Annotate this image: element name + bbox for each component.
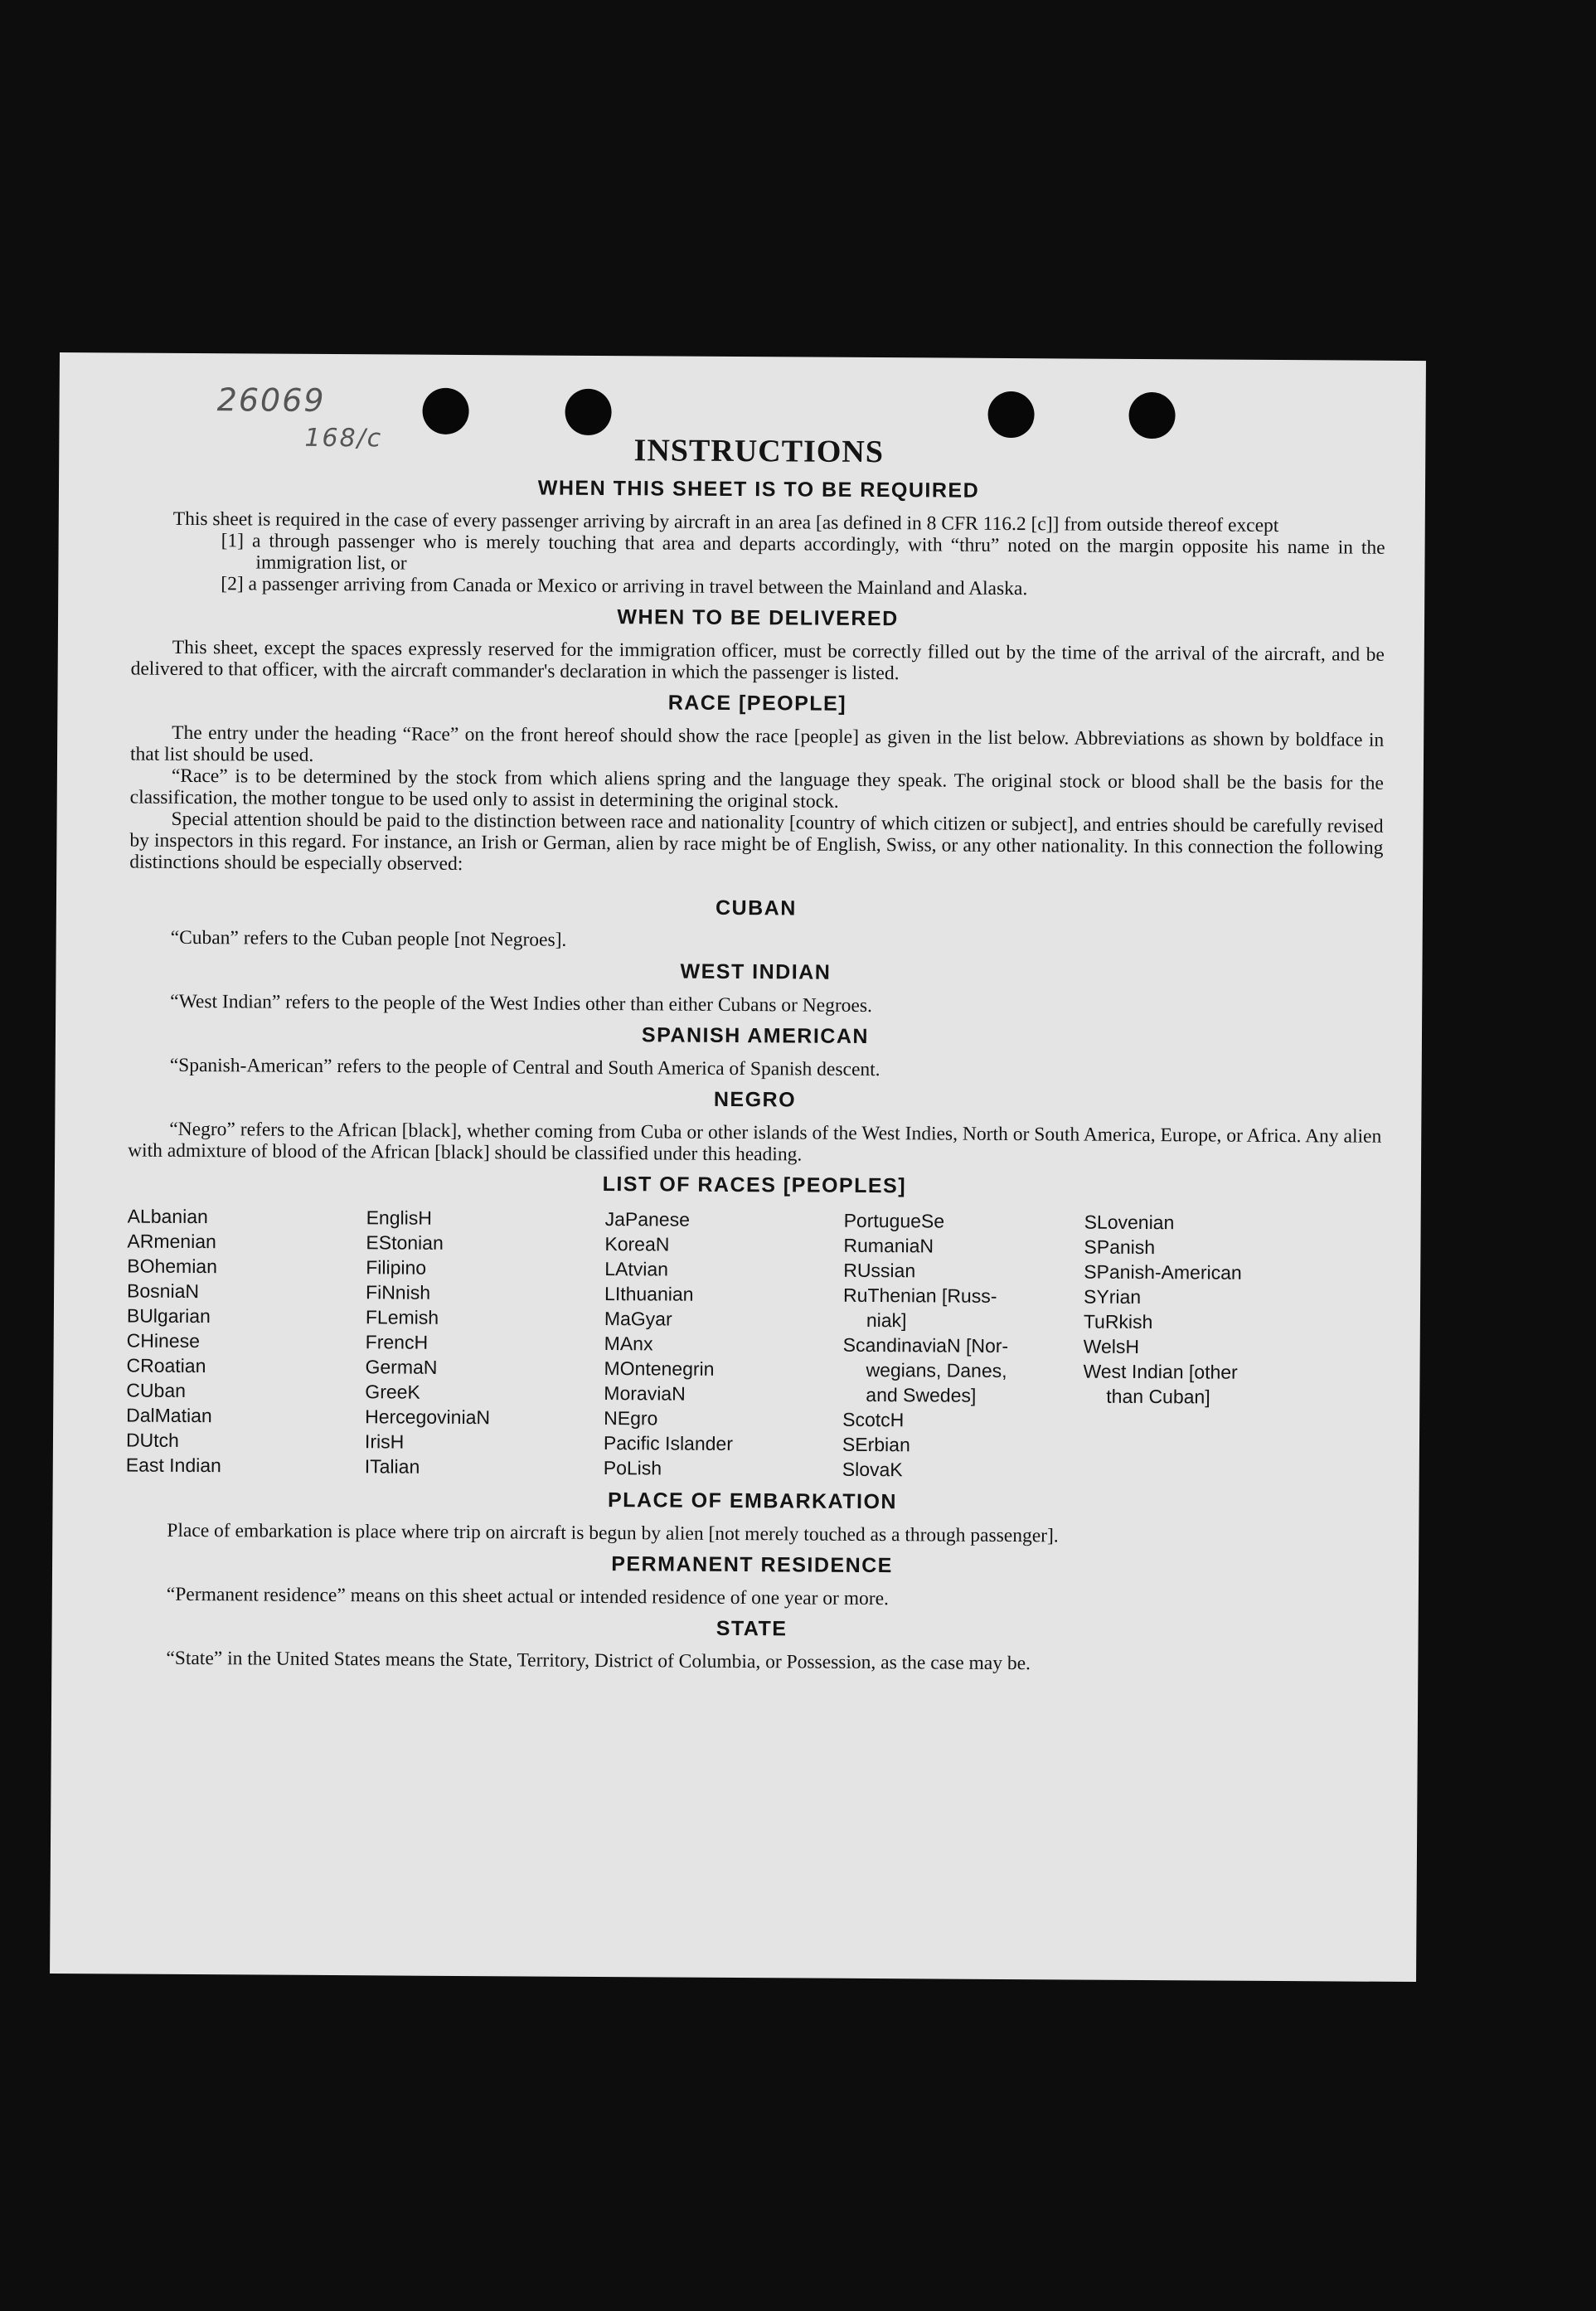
race-paragraph-1: The entry under the heading “Race” on the front hereof should show the race [people] as given in the list below. Abbreviations as shown by boldface in that list should be used. <box>129 721 1385 766</box>
punch-hole <box>1128 392 1175 439</box>
race-item: EnglisH <box>366 1206 432 1229</box>
race-column-1 <box>126 1204 366 1479</box>
race-item: CHinese <box>126 1329 201 1352</box>
delivered-text: This sheet, except the spaces expressly reserved for the immigration officer, must be correctly filled out by the time of the arrival of the aircraft, and be delivered to that officer, with the aircraft commander's declaration in which the passenger is listed. <box>130 636 1385 685</box>
race-item: East Indian <box>125 1454 221 1477</box>
race-item: PoLish <box>603 1457 662 1479</box>
embarkation-text: Place of embarkation is place where trip on aircraft is begun by alien [not merely touched as a through passenger]. <box>167 1519 1059 1547</box>
exception-2: [2] a passenger arriving from Canada or Mexico or arriving in travel between the Mainland and Alaska. <box>221 573 1028 600</box>
race-column-4 <box>842 1208 1084 1483</box>
race-item: than Cuban] <box>1106 1385 1210 1408</box>
race-item: IrisH <box>364 1430 405 1453</box>
race-item: ALbanian <box>127 1205 208 1228</box>
race-column-5 <box>1083 1210 1333 1485</box>
heading-when-delivered: WHEN TO BE DELIVERED <box>617 605 899 631</box>
race-item: FrencH <box>365 1331 429 1353</box>
spanish-american-text: “Spanish-American” refers to the people of Central and South America of Spanish descent. <box>169 1054 880 1081</box>
handwritten-number: 26069 <box>216 381 326 419</box>
race-item: BOhemian <box>127 1255 218 1278</box>
race-item: ARmenian <box>127 1230 216 1253</box>
race-item: ITalian <box>364 1455 420 1478</box>
heading-list-of-races: LIST OF RACES [PEOPLES] <box>602 1172 907 1198</box>
race-item: ScotcH <box>842 1408 905 1431</box>
required-intro: This sheet is required in the case of every passenger arriving by aircraft in an area [as defined in 8 CFR 116.2 [c]] from outside thereof except <box>172 507 1279 536</box>
race-paragraph-2: “Race” is to be determined by the stock from which aliens spring and the language they speak. The original stock or blood shall be the basis for the classification, the mother tongue to be used only to assist in determining the original stock. <box>129 765 1384 813</box>
race-column-3 <box>604 1206 844 1482</box>
race-item: TuRkish <box>1083 1310 1153 1333</box>
punch-hole <box>565 389 611 435</box>
cuban-text: “Cuban” refers to the Cuban people [not Negroes]. <box>170 926 567 951</box>
race-item: MaGyar <box>604 1308 672 1330</box>
race-item: Pacific Islander <box>603 1432 734 1454</box>
race-item: DalMatian <box>126 1404 212 1427</box>
race-item: wegians, Danes, <box>866 1358 1007 1382</box>
race-item: RumaniaN <box>843 1234 934 1257</box>
race-item: MAnx <box>604 1333 653 1355</box>
race-item: LAtvian <box>604 1258 669 1280</box>
race-item: SPanish <box>1084 1236 1156 1259</box>
exception-1: [1] a through passenger who is merely touching that area and departs accordingly, with “thru” noted on the margin opposite his name in the immigration list, or <box>221 530 1385 575</box>
race-item: EStonian <box>366 1231 444 1254</box>
race-item: LIthuanian <box>604 1283 694 1305</box>
race-item: FiNnish <box>366 1281 431 1304</box>
race-column-2 <box>365 1205 605 1480</box>
heading-place-of-embarkation: PLACE OF EMBARKATION <box>607 1488 898 1514</box>
race-item: MoraviaN <box>604 1382 686 1405</box>
document-sheet <box>50 352 1426 1982</box>
heading-state: STATE <box>716 1616 788 1641</box>
race-item: CRoatian <box>126 1354 206 1377</box>
race-item: BosniaN <box>127 1279 200 1303</box>
heading-west-indian: WEST INDIAN <box>680 959 832 984</box>
race-item: MOntenegrin <box>604 1357 715 1380</box>
race-item: DUtch <box>125 1429 179 1451</box>
race-item: WelsH <box>1083 1335 1140 1357</box>
negro-text: “Negro” refers to the African [black], whether coming from Cuba or other islands of the West Indies, North or South America, Europe, or Africa. Any alien with admixture of blood of the African [black] should be classified under this heading. <box>128 1118 1382 1166</box>
state-text: “State” in the United States means the State, Territory, District of Columbia, or Possession, as the case may be. <box>166 1647 1031 1675</box>
race-item: NEgro <box>604 1407 658 1430</box>
race-list <box>126 1204 1381 1485</box>
race-item: SLovenian <box>1084 1211 1175 1234</box>
heading-when-required: WHEN THIS SHEET IS TO BE REQUIRED <box>537 476 980 502</box>
race-item: niak] <box>866 1308 907 1332</box>
race-item: BUlgarian <box>126 1304 211 1328</box>
race-item: SYrian <box>1083 1285 1142 1308</box>
race-item: GreeK <box>365 1381 420 1403</box>
residence-text: “Permanent residence” means on this sheet actual or intended residence of one year or more. <box>166 1583 890 1610</box>
heading-negro: NEGRO <box>713 1087 797 1112</box>
race-item: JaPanese <box>604 1208 691 1231</box>
handwritten-note: 168/c <box>304 423 383 454</box>
race-paragraph-3: Special attention should be paid to the distinction between race and nationality [country of which citizen or subject], and entries should be carefully revised by inspectors in this regard. For instance, an Irish or German, alien by race might be of English, Swiss, or any other nationality. In this connection the following distinctions should be especially observed: <box>129 808 1384 875</box>
west-indian-text: “West Indian” refers to the people of the West Indies other than either Cubans or Negroes. <box>170 990 873 1017</box>
race-item: RUssian <box>843 1259 916 1282</box>
race-item: HercegoviniaN <box>365 1406 491 1429</box>
race-item: SErbian <box>842 1433 910 1456</box>
race-item: FLemish <box>365 1306 439 1328</box>
race-item: Filipino <box>366 1256 427 1279</box>
race-item: West Indian [other <box>1083 1360 1238 1383</box>
heading-cuban: CUBAN <box>715 896 797 920</box>
race-item: and Swedes] <box>866 1383 977 1406</box>
race-item: ScandinaviaN [Nor- <box>842 1333 1009 1357</box>
heading-permanent-residence: PERMANENT RESIDENCE <box>611 1552 893 1578</box>
heading-spanish-american: SPANISH AMERICAN <box>641 1023 870 1048</box>
race-item: CUban <box>126 1379 187 1401</box>
race-item: RuThenian [Russ- <box>842 1284 997 1307</box>
punch-hole <box>987 391 1034 438</box>
instructions-content <box>124 430 1385 1677</box>
race-item: GermaN <box>365 1356 438 1378</box>
race-item: SPanish-American <box>1084 1260 1242 1284</box>
punch-hole <box>422 388 468 435</box>
race-item: KoreaN <box>604 1233 670 1255</box>
heading-race: RACE [PEOPLE] <box>667 691 847 716</box>
page-title: INSTRUCTIONS <box>633 433 885 470</box>
race-item: PortugueSe <box>843 1209 945 1232</box>
race-item: SlovaK <box>842 1458 903 1481</box>
